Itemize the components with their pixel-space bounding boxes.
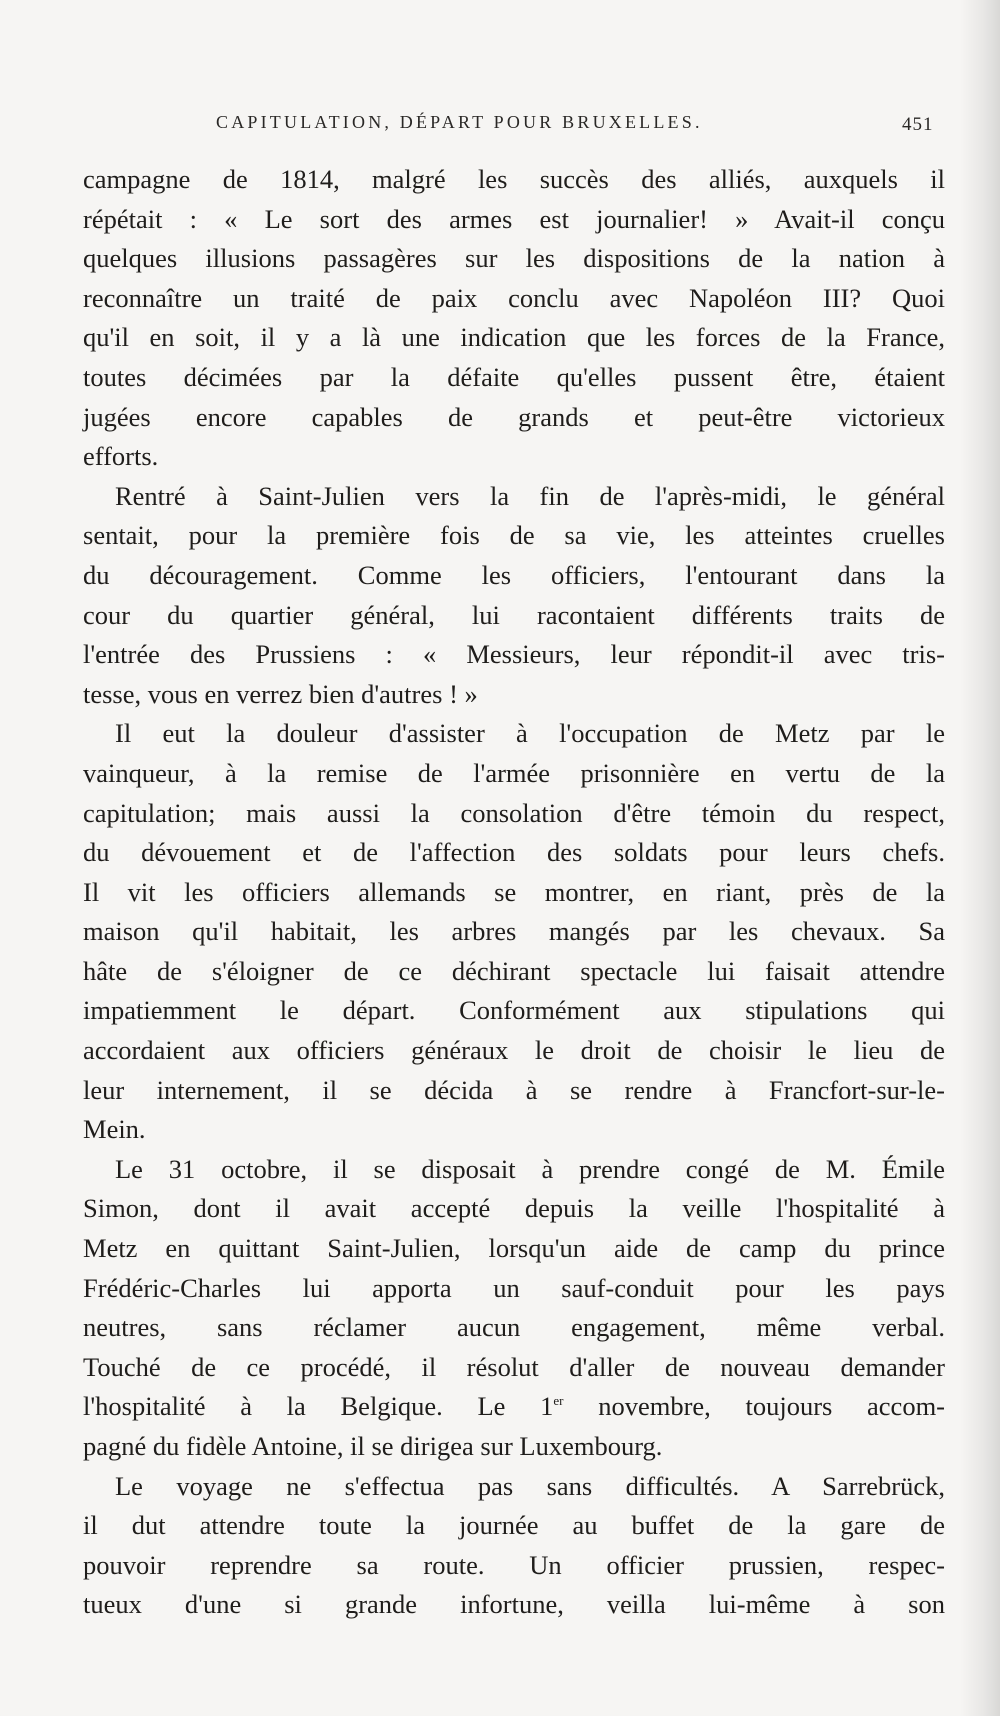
text-line: quelques illusions passagères sur les dispositions de la nation à: [83, 243, 945, 274]
text-line: Il eut la douleur d'assister à l'occupation de Metz par le: [115, 718, 945, 749]
text-fragment: l'hospitalité à la Belgique. Le 1: [83, 1391, 554, 1422]
text-line: tueux d'une si grande infortune, veilla lui-même à son: [83, 1589, 945, 1620]
text-line: hâte de s'éloigner de ce déchirant spectacle lui faisait attendre: [83, 955, 945, 986]
text-line: l'entrée des Prussiens : « Messieurs, leur répondit-il avec tris-: [83, 639, 945, 670]
text-line: vainqueur, à la remise de l'armée prisonnière en vertu de la: [83, 757, 945, 788]
ordinal-superscript: er: [553, 1393, 564, 1409]
text-line-with-superscript: [83, 1387, 945, 1427]
paragraph-1: [83, 160, 945, 477]
text-line: leur internement, il se décida à se rendre à Francfort-sur-le-: [83, 1074, 945, 1105]
text-line: jugées encore capables de grands et peut-être victorieux: [83, 401, 945, 432]
paragraph-4: [83, 1150, 945, 1467]
text-line: toutes décimées par la défaite qu'elles pussent être, étaient: [83, 361, 945, 392]
text-line: impatiemment le départ. Conformément aux stipulations qui: [83, 995, 945, 1026]
text-line: neutres, sans réclamer aucun engagement, même verbal.: [83, 1312, 945, 1343]
text-line: reconnaître un traité de paix conclu avec Napoléon III? Quoi: [83, 282, 945, 313]
text-line: du dévouement et de l'affection des soldats pour leurs chefs.: [83, 837, 945, 868]
body-text: [83, 160, 945, 1625]
text-line: il dut attendre toute la journée au buffet de la gare de: [83, 1510, 945, 1541]
page-edge-shadow: [960, 0, 1000, 1716]
text-line: du découragement. Comme les officiers, l'entourant dans la: [83, 559, 945, 590]
text-line: Il vit les officiers allemands se montrer, en riant, près de la: [83, 876, 945, 907]
text-line: Le voyage ne s'effectua pas sans difficultés. A Sarrebrück,: [115, 1470, 945, 1501]
paragraph-5: [83, 1467, 945, 1625]
paragraph-2: [83, 477, 945, 715]
text-line: répétait : « Le sort des armes est journalier! » Avait-il conçu: [83, 203, 945, 234]
text-fragment: novembre, toujours accom-: [563, 1391, 946, 1422]
text-line: campagne de 1814, malgré les succès des alliés, auxquels il: [83, 164, 945, 194]
running-header: [0, 112, 1000, 142]
text-line: Metz en quittant Saint-Julien, lorsqu'un aide de camp du prince: [83, 1233, 945, 1264]
text-line: capitulation; mais aussi la consolation d'être témoin du respect,: [83, 797, 945, 828]
text-line: cour du quartier général, lui racontaient différents traits de: [83, 599, 945, 630]
text-line: sentait, pour la première fois de sa vie, les atteintes cruelles: [83, 520, 945, 551]
text-line: accordaient aux officiers généraux le droit de choisir le lieu de: [83, 1035, 945, 1066]
text-line: Touché de ce procédé, il résolut d'aller de nouveau demander: [83, 1351, 945, 1382]
running-title: CAPITULATION, DÉPART POUR BRUXELLES.: [216, 112, 703, 132]
text-line: tesse, vous en verrez bien d'autres ! »: [83, 678, 478, 709]
text-line: pagné du fidèle Antoine, il se dirigea sur Luxembourg.: [83, 1431, 663, 1461]
text-line: Le 31 octobre, il se disposait à prendre congé de M. Émile: [115, 1153, 945, 1184]
text-line: maison qu'il habitait, les arbres mangés par les chevaux. Sa: [83, 916, 945, 947]
text-line: Rentré à Saint-Julien vers la fin de l'après-midi, le général: [115, 480, 945, 511]
text-line: Mein.: [83, 1114, 146, 1145]
text-line: pouvoir reprendre sa route. Un officier prussien, respec-: [83, 1549, 945, 1580]
paragraph-3: [83, 714, 945, 1150]
page-number: 451: [902, 114, 934, 135]
text-line: Simon, dont il avait accepté depuis la veille l'hospitalité à: [83, 1193, 945, 1224]
text-line: qu'il en soit, il y a là une indication que les forces de la France,: [83, 322, 945, 353]
text-line: Frédéric-Charles lui apporta un sauf-conduit pour les pays: [83, 1272, 945, 1303]
text-line: efforts.: [83, 441, 159, 472]
